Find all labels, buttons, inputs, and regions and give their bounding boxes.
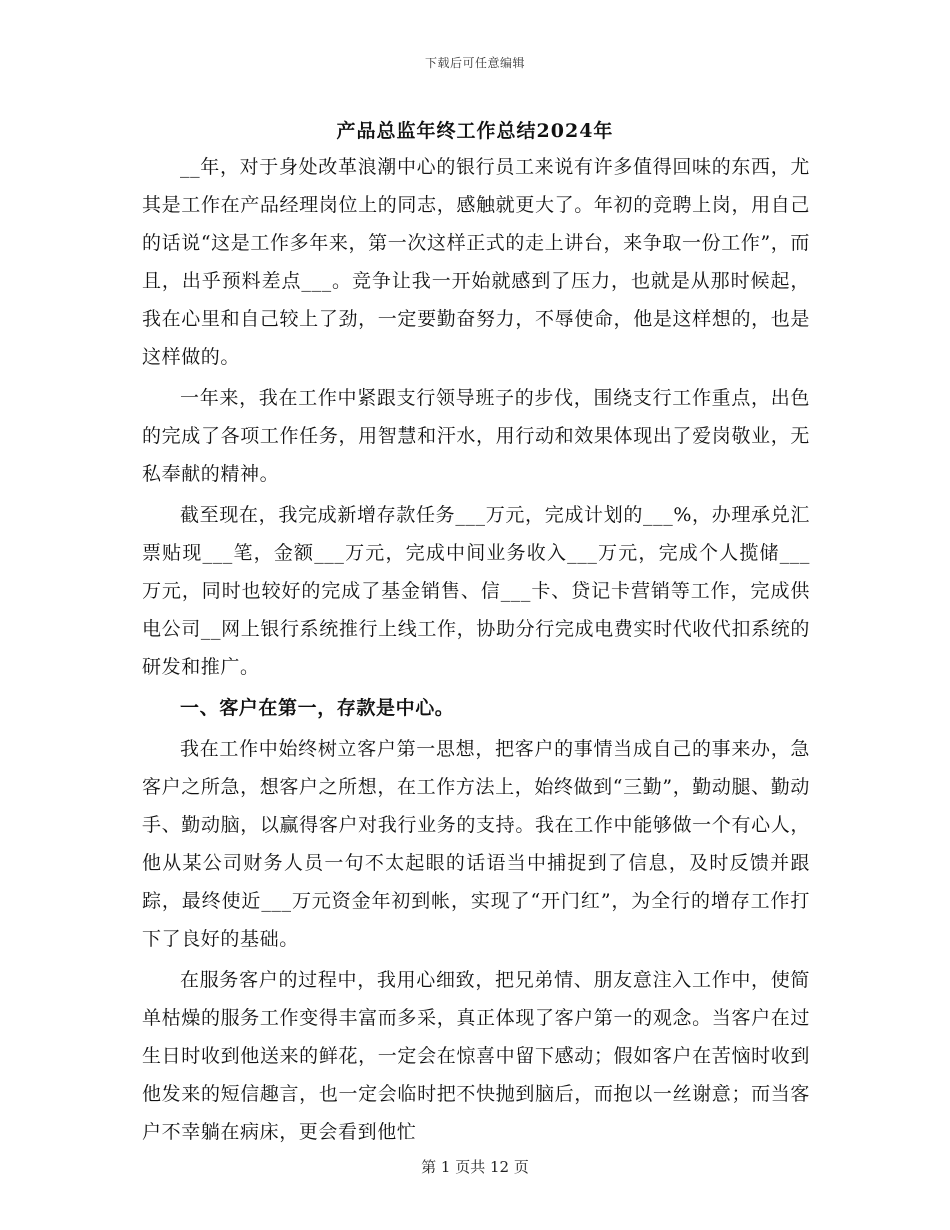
paragraph-achievements: 截至现在，我完成新增存款任务___万元，完成计划的___%，办理承兑汇票贴现___笔，金额___万元，完成中间业务收入___万元，完成个人揽储___万元，同时也较好的完成了基金销售、信___卡、贷记卡营销等工作，完成供电公司__网上银行系统推行上线工作，协助分行完成电费实时代收代扣系统的研发和推广。 (142, 504, 810, 678)
document-body (142, 148, 810, 1154)
page-footer: 第 1 页共 12 页 (421, 1158, 529, 1176)
paragraph-customer-first: 我在工作中始终树立客户第一思想，把客户的事情当成自己的事来办，急客户之所急，想客户之所想，在工作方法上，始终做到“三勤”，勤动腿、勤动手、勤动脑，以赢得客户对我行业务的支持。我在工作中能够做一个有心人，他从某公司财务人员一句不太起眼的话语当中捕捉到了信息，及时反馈并跟踪，最终使近___万元资金年初到帐，实现了“开门红”，为全行的增存工作打下了良好的基础。 (142, 738, 810, 950)
paragraph-intro: __年，对于身处改革浪潮中心的银行员工来说有许多值得回味的东西，尤其是工作在产品经理岗位上的同志，感触就更大了。年初的竞聘上岗，用自己的话说“这是工作多年来，第一次这样正式的走上讲台，来争取一份工作”，而且，出乎预料差点___。竞争让我一开始就感到了压力，也就是从那时候起，我在心里和自己较上了劲，一定要勤奋努力，不辱使命，他是这样想的，也是这样做的。 (142, 156, 810, 368)
header-note: 下载后可任意编辑 (424, 56, 525, 70)
paragraph-summary: 一年来，我在工作中紧跟支行领导班子的步伐，围绕支行工作重点，出色的完成了各项工作任务，用智慧和汗水，用行动和效果体现出了爱岗敬业，无私奉献的精神。 (142, 387, 810, 485)
document-title: 产品总监年终工作总结2024年 (336, 120, 614, 142)
section-heading-1: 一、客户在第一，存款是中心。 (180, 697, 455, 719)
paragraph-service: 在服务客户的过程中，我用心细致，把兄弟情、朋友意注入工作中，使简单枯燥的服务工作变得丰富而多采，真正体现了客户第一的观念。当客户在过生日时收到他送来的鲜花，一定会在惊喜中留下感动；假如客户在苦恼时收到他发来的短信趣言，也一定会临时把不快抛到脑后，而抱以一丝谢意；而当客户不幸躺在病床，更会看到他忙 (142, 969, 810, 1143)
